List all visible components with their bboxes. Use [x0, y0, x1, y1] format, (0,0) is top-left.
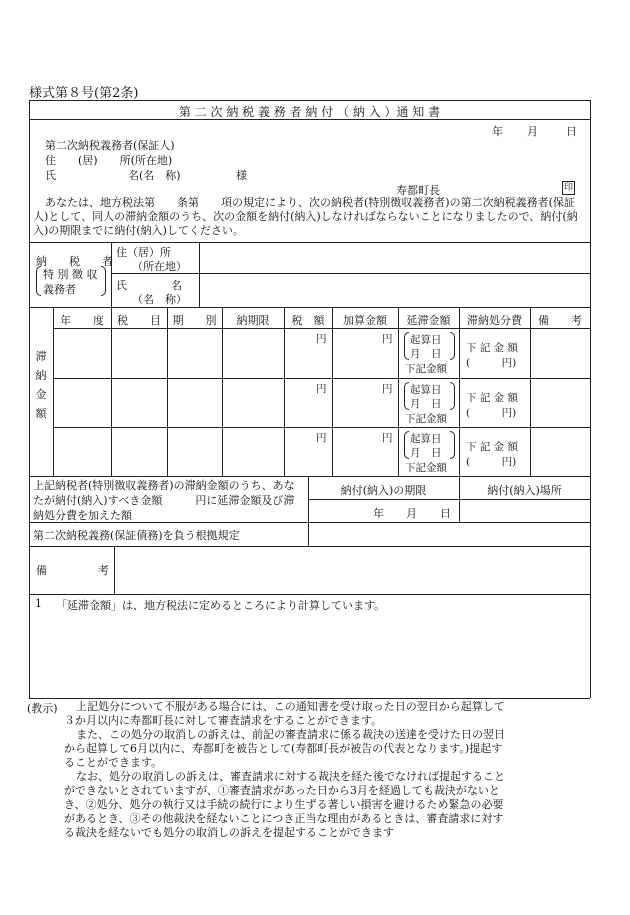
delinquency-side-label: 滞納金額 — [35, 350, 47, 420]
document-title: 第 二 次 納 税 義 務 者 納 付 （ 納 入 ）通 知 書 — [178, 105, 441, 119]
row1-add-yen: 円 — [382, 333, 393, 345]
special-collector-label: 特 別 徴 収 — [43, 268, 98, 281]
taxpayer-name-label: 氏 名 — [116, 279, 182, 292]
col-due-date: 納期限 — [236, 314, 270, 327]
date-month: 月 — [527, 125, 538, 138]
addressee-title: 第二次納税義務者(保証人) — [45, 139, 175, 152]
notice-text: あなたは、地方税法第 条第 項の規定により、次の納税者(特別徴収義務者)の第二次納税義務者(保証人)として、同人の滞納金額のうち、次の金額を納付(納入)しなければならないことになりましたので、納付(納入)の期限までに納付(納入)してください。 — [33, 196, 578, 237]
row1-disposal-a: 下 記 金 額 — [466, 342, 519, 354]
date-day: 日 — [566, 125, 577, 138]
row3-tax-yen: 円 — [316, 432, 327, 444]
addressee-address-label: 住 (居) 所(所在地) — [45, 154, 173, 167]
deadline-year: 年 — [373, 507, 384, 520]
row2-disposal-b: ( 円) — [466, 407, 517, 419]
row3-month-day: 月 日 — [410, 447, 442, 459]
payment-place-label: 納付(納入)場所 — [487, 484, 562, 497]
row3-disposal-b: ( 円) — [466, 456, 517, 468]
col-year: 年 度 — [60, 314, 104, 327]
row3-disposal-a: 下 記 金 額 — [466, 441, 519, 453]
note-1-text: 「延滞金額」は、地方税法に定めるところにより計算しています。 — [56, 599, 386, 612]
basis-label: 第二次納税義務(保証債務)を負う根拠規定 — [33, 529, 240, 542]
row3-add-yen: 円 — [382, 432, 393, 444]
row1-disposal-b: ( 円) — [466, 357, 517, 369]
remarks-label-b: 考 — [98, 564, 109, 577]
col-disposal-cost: 滞納処分費 — [467, 314, 522, 327]
deadline-month: 月 — [406, 507, 417, 520]
row1-month-day: 月 日 — [410, 348, 442, 360]
issuer-name: 寿都町長 — [396, 184, 440, 197]
seal-mark: 印 — [563, 183, 573, 193]
row2-start-date: 起算日 — [410, 384, 442, 396]
row3-start-date: 起算日 — [410, 433, 442, 445]
col-period: 期 別 — [172, 314, 217, 327]
col-late-fee: 延滞金額 — [406, 314, 451, 327]
instruction-p1: 上記処分について不服がある場合には、この通知書を受け取った日の翌日から起算して３か月以内に寿都町長に対して審査請求をすることができます。 — [64, 700, 505, 727]
col-tax-amount: 税 額 — [291, 314, 325, 327]
instruction-label: (教示) — [27, 702, 58, 715]
instruction-p2: また、この処分の取消しの訴えは、前記の審査請求に係る裁決の送達を受けた日の翌日から起算して6月以内に、寿都町を被告として(寿都町長が被告の代表となります。)提起することができます。 — [64, 728, 505, 769]
row1-tax-yen: 円 — [316, 333, 327, 345]
addressee-name-label: 氏 — [45, 169, 56, 182]
special-collector-label-2: 義務者 — [43, 283, 76, 296]
taxpayer-label: 納 税 者 — [36, 255, 113, 268]
row1-start-date: 起算日 — [410, 334, 442, 346]
addressee-honorific: 様 — [236, 169, 247, 182]
deadline-label: 納付(納入)の期限 — [340, 484, 427, 497]
form-number: 様式第８号(第2条) — [29, 86, 139, 101]
row2-disposal-a: 下 記 金 額 — [466, 392, 519, 404]
taxpayer-address-sub: （所在地） — [132, 260, 187, 273]
remarks-label-a: 備 — [36, 564, 47, 577]
row3-amount-below: 下記金額 — [405, 462, 447, 474]
date-year: 年 — [492, 125, 503, 138]
row2-add-yen: 円 — [382, 383, 393, 395]
deadline-day: 日 — [440, 507, 451, 520]
addressee-name-sub: 名(名 称) — [128, 169, 181, 182]
row2-tax-yen: 円 — [316, 383, 327, 395]
col-additional: 加算金額 — [343, 314, 387, 327]
instruction-p3: なお、処分の取消しの訴えは、審査請求に対する裁決を経た後でなければ提起することができないとされていますが、①審査請求があった日から3月を経過しても裁決がないとき、②処分、処分の執行又は手続の続行により生ずる著しい損害を避けるため緊急の必要があるとき、③その他裁決を経ないことにつき正当な理由があるときは、審査請求に対する裁決を経ないでも処分の取消しの訴えを提起することができます — [64, 770, 505, 839]
taxpayer-name-sub: （名 称） — [132, 293, 187, 306]
row2-amount-below: 下記金額 — [405, 413, 447, 425]
summary-text: 上記納税者(特別徴収義務者)の滞納金額のうち、あなたが納付(納入)すべき金額 円に延滞金額及び滞納処分費を加えた額 — [33, 479, 295, 522]
note-1-number: 1 — [35, 597, 42, 610]
row2-month-day: 月 日 — [410, 398, 442, 410]
col-tax-item: 税 目 — [117, 314, 161, 327]
row1-amount-below: 下記金額 — [405, 363, 447, 375]
col-remarks: 備 考 — [538, 314, 582, 327]
taxpayer-address-label: 住（居）所 — [116, 246, 171, 259]
